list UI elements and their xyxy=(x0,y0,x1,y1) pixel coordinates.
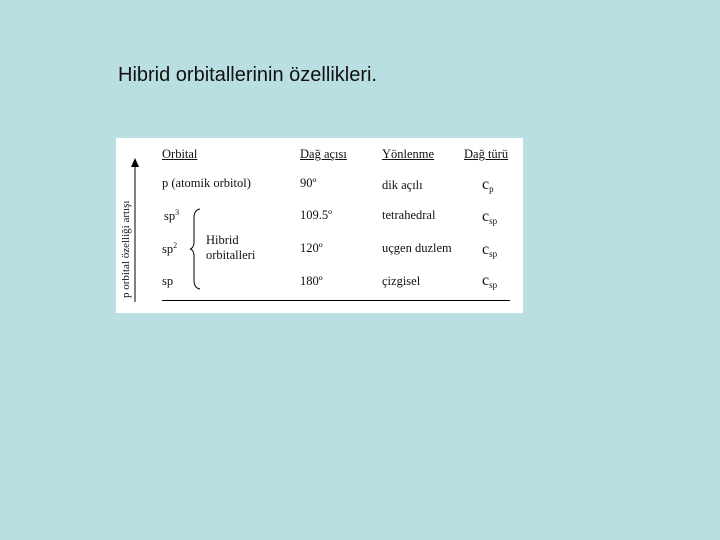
orbital-name: sp xyxy=(164,209,176,223)
curly-brace-icon xyxy=(190,208,202,290)
header-orientation: Yönlenme xyxy=(382,147,435,161)
orbital-cell: sp xyxy=(162,274,174,288)
bond-subscript: p xyxy=(489,184,494,194)
bond-c: c xyxy=(482,208,490,225)
bond-subscript: sp xyxy=(489,249,498,259)
slide-title: Hibrid orbitallerinin özellikleri. xyxy=(118,64,377,86)
brace-label-line2: orbitalleri xyxy=(206,248,256,262)
orbital-cell xyxy=(164,208,179,224)
angle-cell: 180º xyxy=(300,274,323,288)
orbital-superscript: 2 xyxy=(173,241,178,250)
orbital-superscript: 3 xyxy=(175,208,180,217)
header-orbital: Orbital xyxy=(162,147,198,161)
bond-subscript: sp xyxy=(489,280,498,290)
orientation-cell: uçgen duzlem xyxy=(382,241,452,255)
header-bond-type: Dağ türü xyxy=(464,147,509,161)
header-angle: Dağ açısı xyxy=(300,147,347,161)
orbital-cell: p (atomik orbitol) xyxy=(162,176,251,190)
angle-cell: 90º xyxy=(300,176,317,190)
bond-type-cell xyxy=(482,208,497,226)
angle-cell: 109.5º xyxy=(300,208,333,222)
bond-c: c xyxy=(482,176,490,193)
angle-cell: 120º xyxy=(300,241,323,255)
bond-c: c xyxy=(482,241,490,258)
orbital-cell xyxy=(162,241,177,257)
bond-subscript: sp xyxy=(489,216,498,226)
brace-label-line1: Hibrid xyxy=(206,233,239,247)
hybrid-orbital-table xyxy=(116,138,523,313)
bond-type-cell xyxy=(482,272,497,290)
bond-type-cell xyxy=(482,176,494,194)
orientation-cell: tetrahedral xyxy=(382,208,436,222)
orbital-name: sp xyxy=(162,242,174,256)
table-bottom-rule xyxy=(162,300,510,301)
orientation-cell: dik açılı xyxy=(382,178,423,192)
orientation-cell: çizgisel xyxy=(382,274,421,288)
bond-type-cell xyxy=(482,241,497,259)
side-axis-label: p orbital özelliği artışı xyxy=(120,200,132,298)
bond-c: c xyxy=(482,272,490,289)
